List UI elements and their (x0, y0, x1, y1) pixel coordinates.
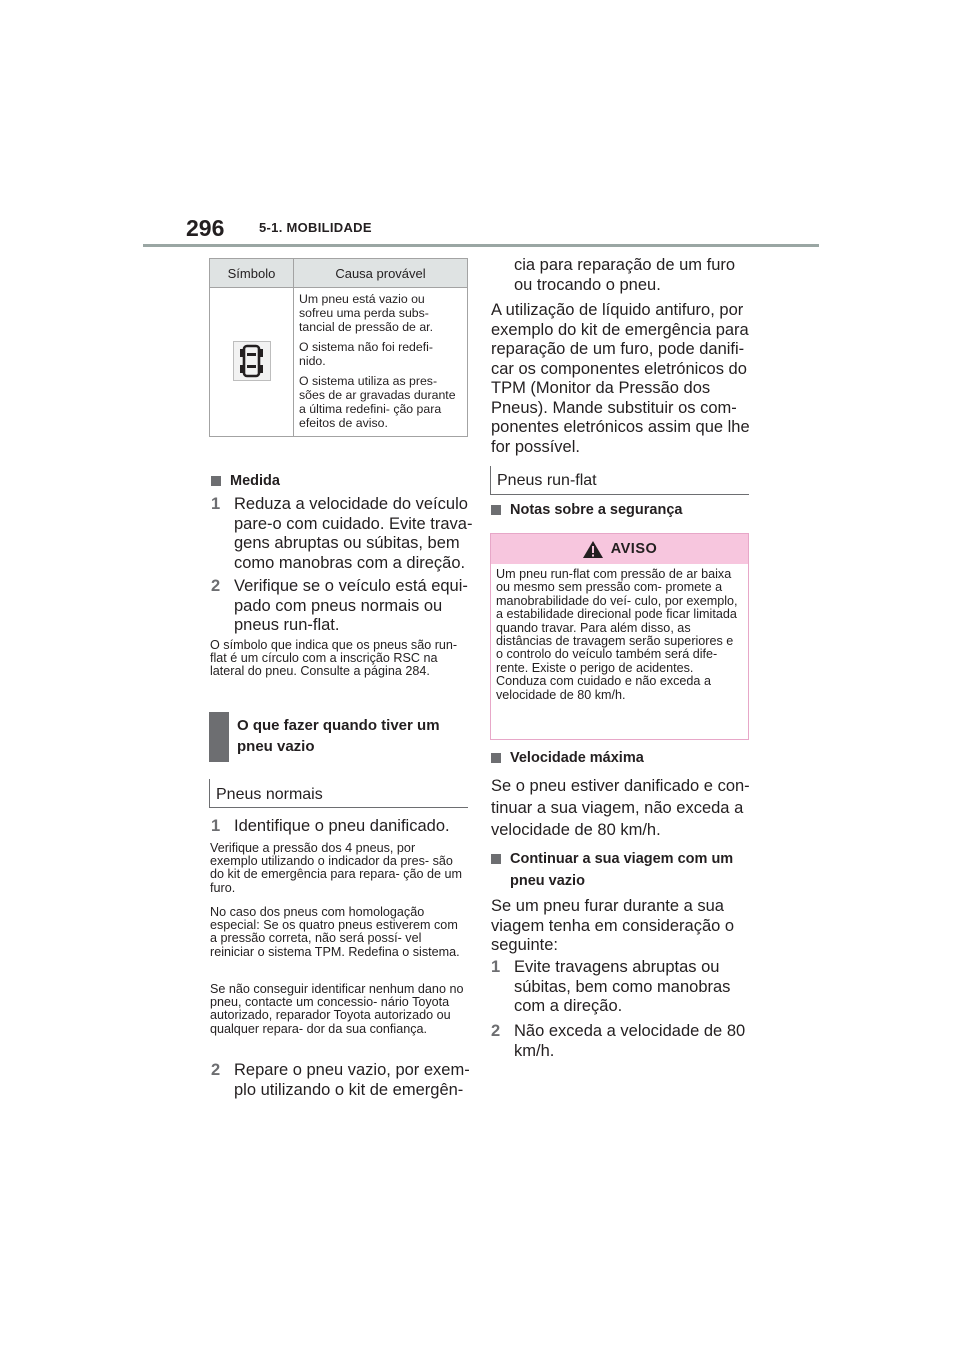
step-1: 1 Reduza a velocidade do veículo pare-o com cuidado. Evite trava- gens abruptas ou súbitas, bem como manobras com a direção. (211, 495, 473, 572)
bullet-square (491, 854, 501, 864)
warning-title: AVISO (610, 541, 658, 557)
warning-text: Um pneu run-flat com pressão de ar baixa ou mesmo sem pressão com- promete a manobrabilidade do veí- culo, por exemplo, a estabilidade direcional pode ficar limitada quando travar. Para além disso, as distâncias de travagem serão superiores e o controlo do veículo também será dife- rente. Existe o perigo de acidentes. Conduza com cuidado e não exceda a velocidade de 80 km/h. (496, 567, 738, 702)
runflat-heading: Pneus run-flat (497, 472, 597, 489)
bullet-square (491, 505, 501, 515)
warning-title-bar (491, 534, 748, 564)
repair-step: 2 Repare o pneu vazio, por exem- plo utilizando o kit de emergên- (211, 1061, 470, 1099)
max-speed-text: Se o pneu estiver danificado e con- tinuar a sua viagem, não exceda a velocidade de 80 km/h. (491, 777, 750, 839)
repair-continued: cia para reparação de um furo ou trocando o pneu. (514, 256, 736, 294)
safety-heading: Notas sobre a segurança (491, 502, 682, 518)
warning-box (490, 533, 749, 740)
symbol-table (209, 258, 468, 437)
continue-step-2: 2 Não exceda a velocidade de 80 km/h. (491, 1022, 746, 1060)
max-speed-heading: Velocidade máxima (491, 750, 644, 766)
symbol-cell (210, 288, 294, 437)
check-pressure-note: Verifique a pressão dos 4 pneus, por exemplo utilizando o indicador da pres- são do kit de emergência para repara- ção de um furo. (210, 841, 463, 895)
bullet-square (491, 753, 501, 763)
col-cause-header: Causa provável (294, 259, 468, 288)
col-symbol-header: Símbolo (210, 259, 294, 288)
continue-heading: Continuar a sua viagem com um pneu vazio (491, 848, 751, 892)
box-bar (209, 712, 229, 762)
runflat-rule (490, 494, 749, 495)
normal-tires-heading: Pneus normais (216, 786, 323, 803)
cause-2: O sistema não foi redefi- nido. (299, 340, 433, 368)
runflat-vbar (490, 466, 491, 495)
normal-rule (209, 807, 468, 808)
flat-tire-box (209, 712, 468, 762)
tire-pressure-warning-icon (233, 341, 271, 381)
normal-vbar (209, 779, 210, 808)
sealant-paragraph: A utilização de líquido antifuro, por exemplo do kit de emergência para reparação de um furo, pode danifi- car os componentes eletrónicos do TPM (Monitor da Pressão dos Pneus). Mande substituir os com- ponentes eletrónicos assim que lhe for possível. (491, 301, 750, 456)
homologation-note: No caso dos pneus com homologação especial: Se os quatro pneus estiverem com a pressão correta, não será possí- vel reiniciar o sistema TPM. Redefina o sistema. (210, 905, 460, 959)
cause-cell (294, 288, 468, 437)
identify-step: 1 Identifique o pneu danificado. (211, 817, 450, 835)
step-2: 2 Verifique se o veículo está equi- pado com pneus normais ou pneus run-flat. (211, 577, 468, 634)
page-number: 296 (186, 215, 225, 241)
continue-step-1: 1 Evite travagens abruptas ou súbitas, bem como manobras com a direção. (491, 958, 731, 1015)
bullet-square (211, 476, 221, 486)
runflat-note: O símbolo que indica que os pneus são run-flat é um círculo com a inscrição RSC na lateral do pneu. Consulte a página 284. (210, 638, 458, 679)
section-title: 5-1. MOBILIDADE (259, 220, 372, 235)
continue-text: Se um pneu furar durante a sua viagem tenha em consideração o seguinte: (491, 897, 735, 954)
medida-heading: Medida (211, 473, 280, 489)
warning-triangle-icon (582, 540, 604, 559)
cause-1: Um pneu está vazio ou sofreu uma perda subs- tancial de pressão de ar. (299, 292, 433, 334)
header-divider (143, 244, 819, 247)
dealer-note: Se não conseguir identificar nenhum dano no pneu, contacte um concessio- nário Toyota autorizado, reparador Toyota autorizado ou qualquer repara- dor da sua confiança. (210, 982, 464, 1036)
cause-3: O sistema utiliza as pres- sões de ar gravadas durante a última redefini- ção para efeitos de aviso. (299, 374, 456, 430)
flat-tire-box-title: O que fazer quando tiver um pneu vazio (237, 717, 440, 755)
